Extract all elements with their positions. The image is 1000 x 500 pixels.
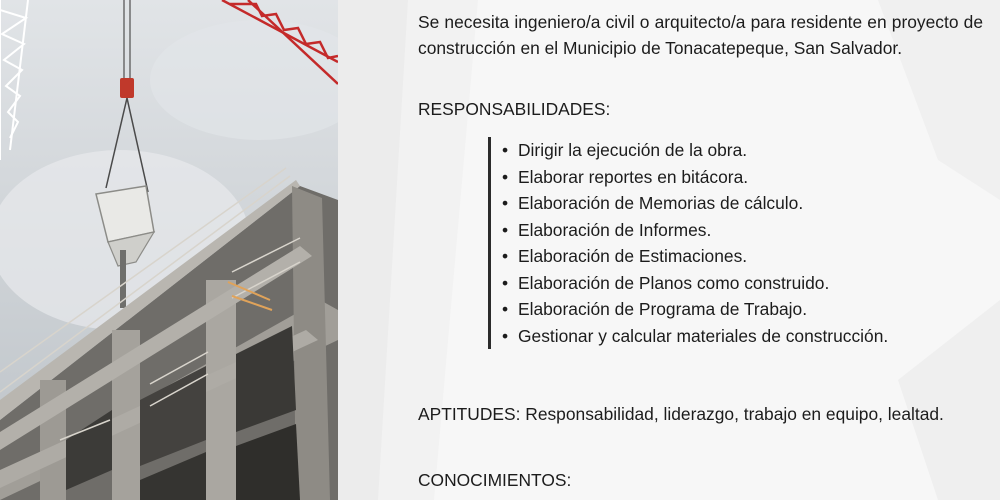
list-item bbox=[502, 323, 1000, 350]
aptitudes-paragraph: APTITUDES: Responsabilidad, liderazgo, trabajo en equipo, lealtad. bbox=[418, 404, 944, 424]
list-item-text: Dirigir la ejecución de la obra. bbox=[518, 140, 748, 160]
bullet-icon: • bbox=[502, 193, 509, 213]
bullet-icon: • bbox=[502, 325, 509, 346]
responsibilities-list bbox=[488, 137, 1000, 349]
list-item-text: Elaboración de Informes. bbox=[518, 219, 712, 240]
intro-paragraph: Se necesita ingeniero/a civil o arquitecto/a para residente en proyecto de construcción en el Municipio de Tonacatepeque, San Salvador. bbox=[418, 12, 983, 58]
bullet-icon: • bbox=[502, 272, 509, 293]
list-item bbox=[502, 217, 1000, 244]
list-item bbox=[502, 190, 1000, 217]
bullet-icon: • bbox=[502, 246, 509, 266]
list-item-text: Elaborar reportes en bitácora. bbox=[518, 166, 749, 187]
list-item bbox=[502, 270, 1000, 297]
list-item bbox=[502, 137, 1000, 164]
list-item bbox=[502, 243, 1000, 270]
bullet-icon: • bbox=[502, 140, 509, 160]
bullet-icon: • bbox=[502, 299, 509, 319]
description-panel bbox=[338, 0, 1000, 500]
list-item-text: Elaboración de Planos como construido. bbox=[518, 272, 830, 293]
list-item bbox=[502, 296, 1000, 323]
list-item-text: Elaboración de Estimaciones. bbox=[518, 246, 748, 266]
list-item-text: Gestionar y calcular materiales de construcción. bbox=[518, 325, 889, 346]
list-item bbox=[502, 164, 1000, 191]
bullet-icon: • bbox=[502, 219, 509, 240]
list-item-text: Elaboración de Programa de Trabajo. bbox=[518, 299, 808, 319]
list-item-text: Elaboración de Memorias de cálculo. bbox=[518, 193, 804, 213]
bullet-icon: • bbox=[502, 166, 509, 187]
responsibilities-heading: RESPONSABILIDADES: bbox=[418, 99, 611, 119]
construction-photo bbox=[0, 0, 338, 500]
knowledge-heading: CONOCIMIENTOS: bbox=[418, 470, 572, 490]
